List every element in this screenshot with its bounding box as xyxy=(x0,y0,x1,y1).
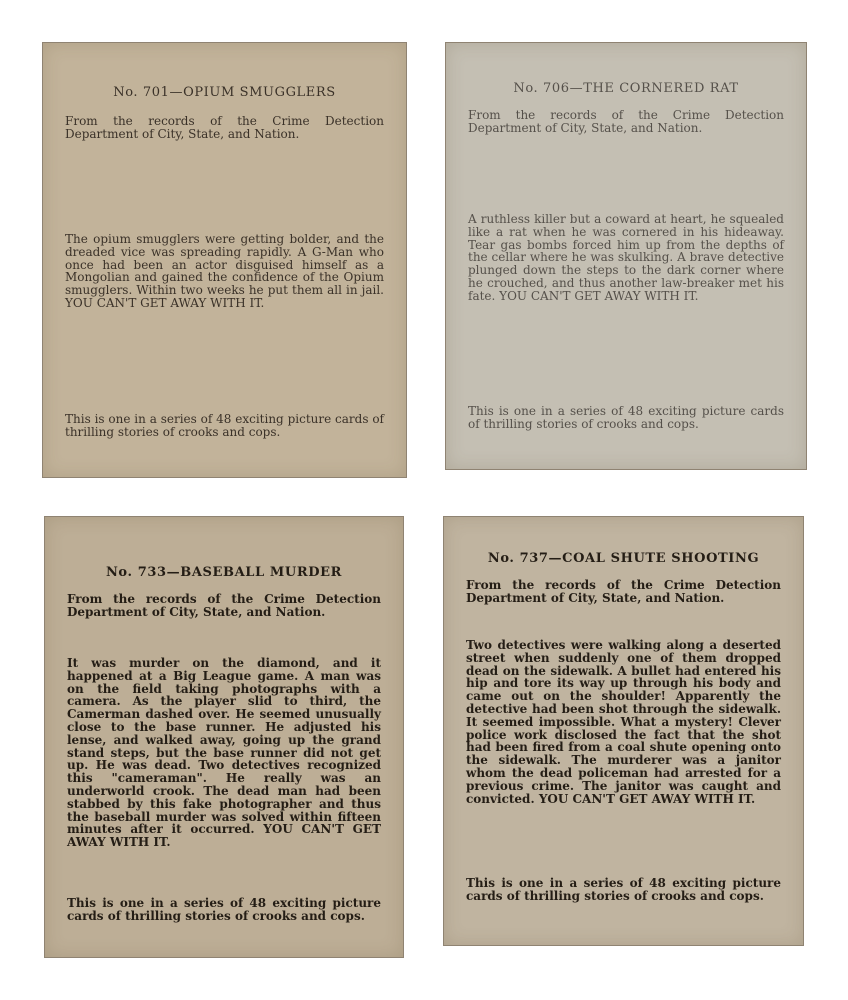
card-baseball-murder xyxy=(44,516,404,958)
card-story xyxy=(65,233,384,310)
story-tagline: YOU CAN'T GET AWAY WITH IT. xyxy=(67,822,381,850)
story-tagline: YOU CAN'T GET AWAY WITH IT. xyxy=(499,288,699,303)
story-tagline: YOU CAN'T GET AWAY WITH IT. xyxy=(65,295,265,310)
card-title: No. 706—THE CORNERED RAT xyxy=(513,81,739,96)
card-story xyxy=(468,213,784,303)
card-coal-shute-shooting xyxy=(443,516,804,946)
card-records-line: From the records of the Crime Detection Department of City, State, and Nation. xyxy=(67,592,381,619)
card-opium-smugglers xyxy=(42,42,407,478)
card-title: No. 701—OPIUM SMUGGLERS xyxy=(113,85,336,100)
story-text: A ruthless killer but a coward at heart, he squealed like a rat when he was cornered in his hideaway. Tear gas bombs forced him up from the depths of the cellar where he was skulking. A brave detective plunged down the steps to the dark corner where he crouched, and thus another law-breaker met his fate. xyxy=(468,212,784,303)
card-title: No. 737—COAL SHUTE SHOOTING xyxy=(487,551,760,566)
card-series-note: This is one in a series of 48 exciting picture cards of thrilling stories of crooks and cops. xyxy=(65,412,384,439)
card-records-line: From the records of the Crime Detection Department of City, State, and Nation. xyxy=(466,578,781,605)
card-story xyxy=(466,639,781,805)
card-title: No. 733—BASEBALL MURDER xyxy=(105,565,343,580)
card-series-note: This is one in a series of 48 exciting picture cards of thrilling stories of crooks and cops. xyxy=(466,876,781,903)
card-records-line: From the records of the Crime Detection Department of City, State, and Nation. xyxy=(65,114,384,141)
story-text: It was murder on the diamond, and it happened at a Big League game. A man was on the field taking photographs with a camera. As the player slid to third, the Camerman dashed over. He seemed unusually close to the base runner. He adjusted his lense, and walked away, going up the grand stand steps, but the base runner did not get up. He was dead. Two detectives recognized this "cameraman". He really was an underworld crook. The dead man had been stabbed by this fake photographer and thus the baseball murder was solved within fifteen minutes after it occurred. xyxy=(67,656,381,837)
card-series-note: This is one in a series of 48 exciting picture cards of thrilling stories of crooks and cops. xyxy=(67,896,381,923)
story-text: Two detectives were walking along a deserted street when suddenly one of them dropped dead on the sidewalk. A bullet had entered his hip and tore its way up through his body and came out on the shoulder! Apparently the detective had been shot through the sidewalk. It seemed impossible. What a mystery! Clever police work disclosed the fact that the shot had been fired from a coal shute opening onto the sidewalk. The murderer was a janitor whom the dead policeman had arrested for a previous crime. The janitor was caught and convicted. xyxy=(466,638,781,806)
story-tagline: YOU CAN'T GET AWAY WITH IT. xyxy=(538,791,756,806)
card-story xyxy=(67,657,381,849)
card-cornered-rat xyxy=(445,42,807,470)
card-records-line: From the records of the Crime Detection Department of City, State, and Nation. xyxy=(468,108,784,135)
story-text: The opium smugglers were getting bolder, and the dreaded vice was spreading rapidly. A G-Man who once had been an actor disguised himself as a Mongolian and gained the confidence of the Opium smugglers. Within two weeks he put them all in jail. xyxy=(65,232,384,298)
card-series-note: This is one in a series of 48 exciting picture cards of thrilling stories of crooks and cops. xyxy=(468,404,784,431)
